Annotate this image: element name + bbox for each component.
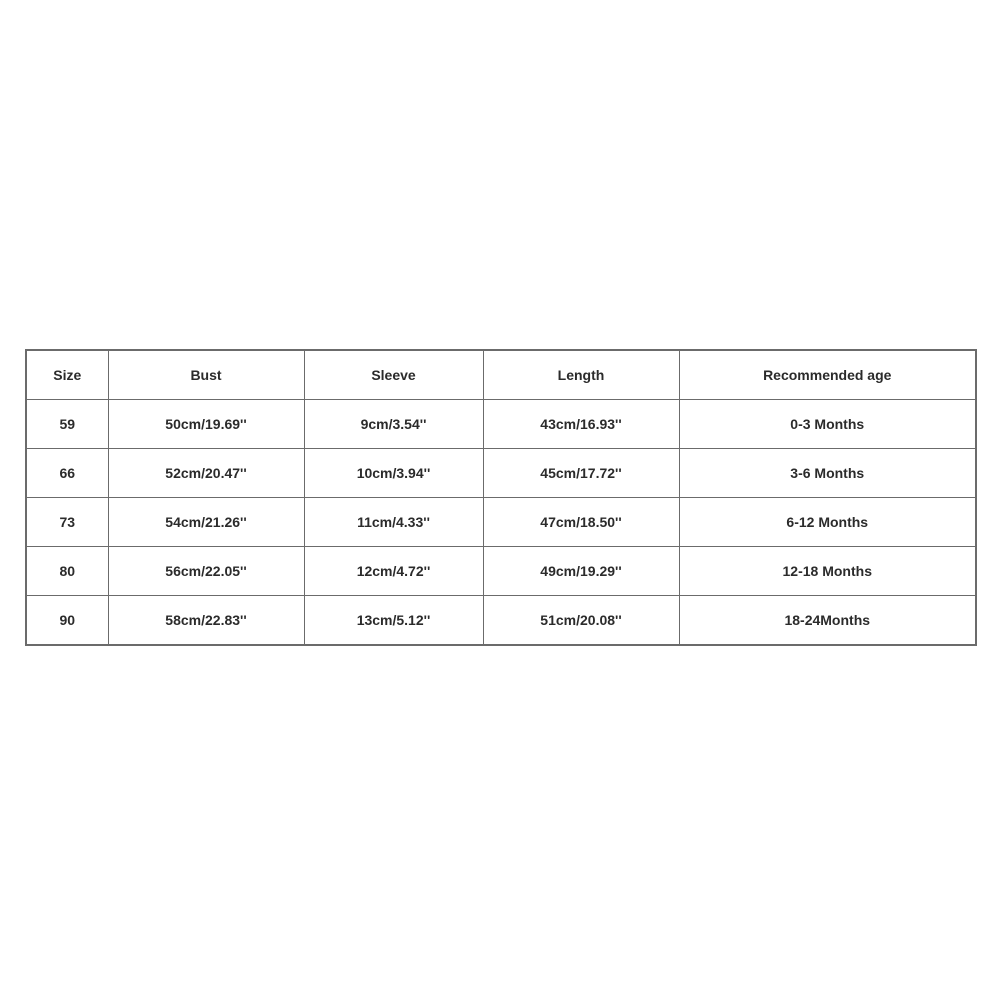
header-recommended-age: Recommended age	[679, 350, 976, 400]
table-row	[26, 400, 976, 449]
table-row	[26, 596, 976, 646]
cell-sleeve: 12cm/4.72''	[304, 547, 483, 596]
cell-recommended-age: 18-24Months	[679, 596, 976, 646]
table-row	[26, 449, 976, 498]
table-row	[26, 547, 976, 596]
cell-size: 66	[26, 449, 108, 498]
table-row	[26, 498, 976, 547]
cell-length: 43cm/16.93''	[483, 400, 679, 449]
cell-size: 90	[26, 596, 108, 646]
header-bust: Bust	[108, 350, 304, 400]
cell-sleeve: 10cm/3.94''	[304, 449, 483, 498]
cell-length: 47cm/18.50''	[483, 498, 679, 547]
header-size: Size	[26, 350, 108, 400]
cell-bust: 54cm/21.26''	[108, 498, 304, 547]
cell-recommended-age: 0-3 Months	[679, 400, 976, 449]
cell-bust: 50cm/19.69''	[108, 400, 304, 449]
cell-length: 49cm/19.29''	[483, 547, 679, 596]
cell-recommended-age: 3-6 Months	[679, 449, 976, 498]
table-header-row	[26, 350, 976, 400]
header-sleeve: Sleeve	[304, 350, 483, 400]
cell-size: 80	[26, 547, 108, 596]
cell-length: 51cm/20.08''	[483, 596, 679, 646]
cell-length: 45cm/17.72''	[483, 449, 679, 498]
cell-size: 59	[26, 400, 108, 449]
cell-sleeve: 11cm/4.33''	[304, 498, 483, 547]
header-length: Length	[483, 350, 679, 400]
cell-sleeve: 9cm/3.54''	[304, 400, 483, 449]
cell-sleeve: 13cm/5.12''	[304, 596, 483, 646]
cell-recommended-age: 12-18 Months	[679, 547, 976, 596]
cell-bust: 58cm/22.83''	[108, 596, 304, 646]
cell-bust: 56cm/22.05''	[108, 547, 304, 596]
cell-recommended-age: 6-12 Months	[679, 498, 976, 547]
size-chart-table	[25, 349, 977, 646]
cell-size: 73	[26, 498, 108, 547]
cell-bust: 52cm/20.47''	[108, 449, 304, 498]
